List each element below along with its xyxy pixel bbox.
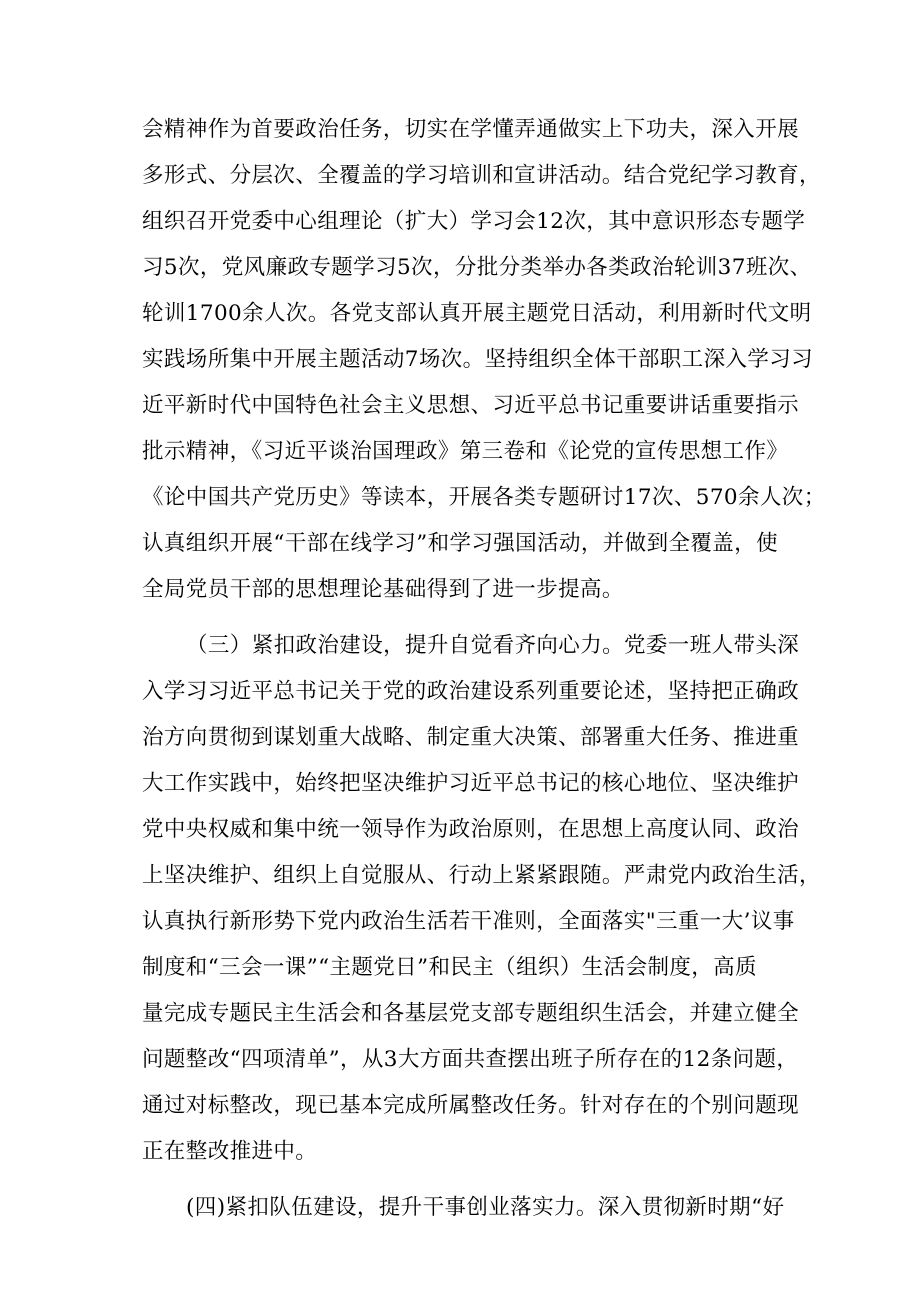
- text-line: 大工作实践中，始终把坚决维护习近平总书记的核心地位、坚决维护: [142, 771, 800, 796]
- text-line: 习5次，党风廉政专题学习5次，分批分类举办各类政治轮训37班次、: [142, 255, 812, 280]
- text-line: 近平新时代中国特色社会主义思想、习近平总书记重要讲话重要指示: [142, 393, 800, 418]
- text-line: 党中央权威和集中统一领导作为政治原则，在思想上高度认同、政治: [142, 817, 800, 842]
- text-line: 轮训1700余人次。各党支部认真开展主题党日活动，利用新时代文明: [142, 301, 812, 326]
- text-line: 入学习习近平总书记关于党的政治建设系列重要论述，坚持把正确政: [142, 679, 800, 704]
- text-line: 会精神作为首要政治任务，切实在学懂弄通做实上下功夫，深入开展: [142, 117, 800, 142]
- text-line: 组织召开党委中心组理论（扩大）学习会12次，其中意识形态专题学: [142, 209, 806, 234]
- section-heading-line: (四)紧扣队伍建设，提升干事创业落实力。深入贯彻新时期“好: [186, 1195, 785, 1220]
- text-line: 认真执行新形势下党内政治生活若干准则，全面落实"三重一大’议事: [142, 909, 795, 934]
- text-line: 批示精神，《习近平谈治国理政》第三卷和《论党的宣传思想工作》: [142, 439, 789, 464]
- text-line: 通过对标整改，现已基本完成所属整改任务。针对存在的个别问题现: [142, 1093, 800, 1118]
- text-line: 制度和“三会一课”“主题党日”和民主（组织）生活会制度，高质: [142, 955, 757, 980]
- text-line: 治方向贯彻到谋划重大战略、制定重大决策、部署重大任务、推进重: [142, 725, 800, 750]
- text-line: 正在整改推进中。: [142, 1139, 318, 1164]
- text-line: 《论中国共产党历史》等读本，开展各类专题研讨17次、570余人次；: [142, 485, 826, 510]
- text-line: 实践场所集中开展主题活动7场次。坚持组织全体干部职工深入学习习: [142, 347, 814, 372]
- text-line: 全局党员干部的思想理论基础得到了进一步提高。: [142, 577, 624, 602]
- text-line: 量完成专题民主生活会和各基层党支部专题组织生活会，并建立健全: [142, 1001, 800, 1026]
- text-line: 问题整改“四项清单”，从3大方面共查摆出班子所存在的12条问题，: [142, 1047, 799, 1072]
- text-line: 认真组织开展“干部在线学习”和学习强国活动，并做到全覆盖，使: [142, 531, 778, 556]
- text-line: 上坚决维护、组织上自觉服从、行动上紧紧跟随。严肃党内政治生活，: [142, 863, 821, 888]
- section-heading-line: （三）紧扣政治建设，提升自觉看齐向心力。党委一班人带头深: [186, 633, 800, 658]
- text-line: 多形式、分层次、全覆盖的学习培训和宣讲活动。结合党纪学习教育，: [142, 163, 821, 188]
